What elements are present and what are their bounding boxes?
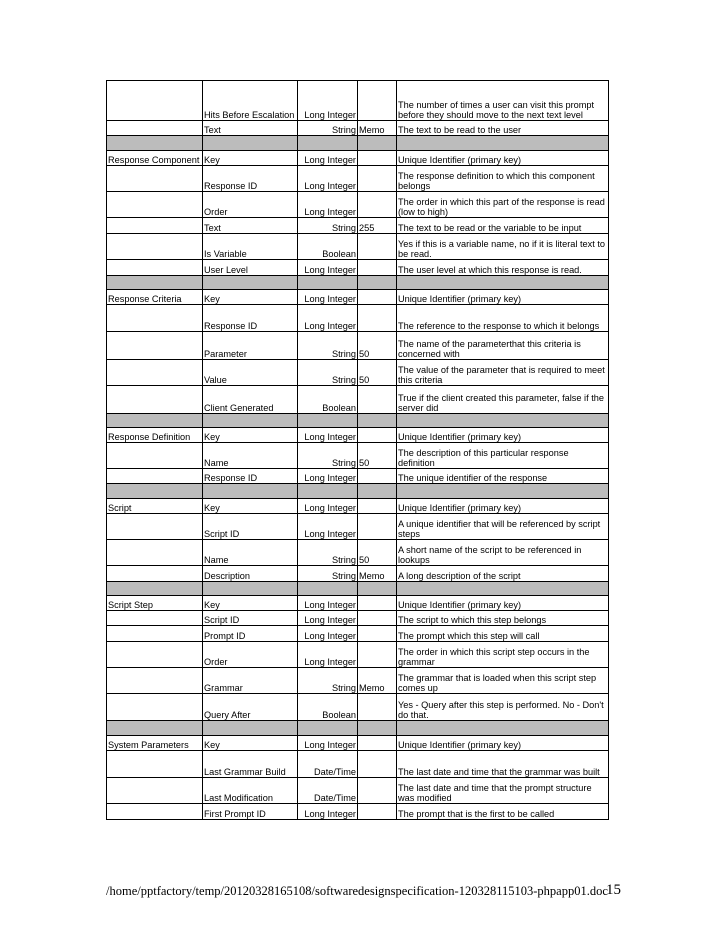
table-name-cell: Script Step [107, 596, 203, 611]
table-name-cell: Response Component [107, 151, 203, 166]
field-type-cell: Boolean [298, 234, 358, 260]
field-name-cell: Key [203, 499, 298, 514]
section-separator-row [107, 414, 609, 428]
table-row [107, 642, 609, 668]
field-size-cell: 50 [358, 443, 397, 469]
field-description-cell: Unique Identifier (primary key) [397, 596, 609, 611]
field-description-cell: Yes - Query after this step is performed. No - Don't do that. [397, 694, 609, 721]
field-size-cell [358, 276, 397, 290]
field-description-cell [397, 721, 609, 736]
table-row [107, 668, 609, 694]
field-description-cell: The text to be read to the user [397, 121, 609, 136]
field-description-cell: The script to which this step belongs [397, 611, 609, 626]
field-type-cell: Long Integer [298, 166, 358, 192]
field-name-cell: Prompt ID [203, 626, 298, 642]
field-size-cell [358, 626, 397, 642]
page-number: 15 [606, 882, 621, 898]
field-type-cell: Long Integer [298, 736, 358, 751]
table-row [107, 360, 609, 386]
field-name-cell [203, 582, 298, 596]
table-row [107, 499, 609, 514]
field-name-cell: Response ID [203, 469, 298, 484]
table-name-cell [107, 566, 203, 582]
field-size-cell: 50 [358, 332, 397, 360]
field-size-cell [358, 192, 397, 218]
field-description-cell: Unique Identifier (primary key) [397, 736, 609, 751]
field-description-cell: The user level at which this response is read. [397, 260, 609, 276]
table-row [107, 218, 609, 234]
table-name-cell [107, 276, 203, 290]
field-name-cell: Order [203, 192, 298, 218]
table-name-cell [107, 81, 203, 121]
field-description-cell: A unique identifier that will be referenced by script steps [397, 514, 609, 540]
table-row [107, 192, 609, 218]
field-type-cell: Long Integer [298, 151, 358, 166]
field-name-cell: Name [203, 540, 298, 566]
field-description-cell: The response definition to which this component belongs [397, 166, 609, 192]
field-name-cell: Key [203, 151, 298, 166]
table-name-cell [107, 611, 203, 626]
field-size-cell [358, 499, 397, 514]
field-description-cell: The order in which this part of the response is read (low to high) [397, 192, 609, 218]
field-name-cell: Query After [203, 694, 298, 721]
field-size-cell: Memo [358, 566, 397, 582]
table-row [107, 596, 609, 611]
section-separator-row [107, 484, 609, 499]
field-name-cell: Response ID [203, 166, 298, 192]
table-row [107, 566, 609, 582]
field-type-cell: String [298, 360, 358, 386]
field-type-cell: Long Integer [298, 290, 358, 305]
section-separator-row [107, 721, 609, 736]
table-name-cell [107, 386, 203, 414]
table-name-cell [107, 540, 203, 566]
table-row [107, 121, 609, 136]
table-row [107, 751, 609, 778]
field-size-cell [358, 778, 397, 804]
table-name-cell [107, 721, 203, 736]
field-size-cell [358, 386, 397, 414]
table-name-cell [107, 443, 203, 469]
table-row [107, 736, 609, 751]
table-name-cell [107, 668, 203, 694]
field-description-cell: A short name of the script to be referenced in lookups [397, 540, 609, 566]
field-type-cell: Boolean [298, 386, 358, 414]
field-type-cell: Long Integer [298, 626, 358, 642]
table-name-cell [107, 469, 203, 484]
table-name-cell: System Parameters [107, 736, 203, 751]
field-size-cell: Memo [358, 668, 397, 694]
field-description-cell: True if the client created this parameter, false if the server did [397, 386, 609, 414]
table-name-cell [107, 260, 203, 276]
field-description-cell: The text to be read or the variable to be input [397, 218, 609, 234]
field-name-cell: Hits Before Escalation [203, 81, 298, 121]
field-type-cell: Long Integer [298, 469, 358, 484]
field-size-cell [358, 582, 397, 596]
field-size-cell [358, 642, 397, 668]
field-size-cell [358, 611, 397, 626]
schema-table-body [107, 81, 609, 820]
field-name-cell: First Prompt ID [203, 804, 298, 820]
table-row [107, 81, 609, 121]
field-description-cell: A long description of the script [397, 566, 609, 582]
table-name-cell [107, 234, 203, 260]
field-description-cell: The last date and time that the grammar was built [397, 751, 609, 778]
field-name-cell [203, 721, 298, 736]
field-type-cell: String [298, 121, 358, 136]
field-description-cell [397, 276, 609, 290]
field-type-cell: Date/Time [298, 778, 358, 804]
field-type-cell: Boolean [298, 694, 358, 721]
field-type-cell [298, 582, 358, 596]
field-type-cell: Long Integer [298, 260, 358, 276]
table-row [107, 151, 609, 166]
table-row [107, 469, 609, 484]
field-size-cell [358, 736, 397, 751]
field-name-cell: Key [203, 736, 298, 751]
table-name-cell [107, 166, 203, 192]
field-name-cell: Script ID [203, 611, 298, 626]
table-row [107, 540, 609, 566]
field-type-cell: Long Integer [298, 305, 358, 332]
table-row [107, 778, 609, 804]
field-name-cell: Text [203, 121, 298, 136]
field-type-cell: String [298, 540, 358, 566]
field-size-cell [358, 428, 397, 443]
field-description-cell: The order in which this script step occurs in the grammar [397, 642, 609, 668]
field-size-cell [358, 721, 397, 736]
table-name-cell [107, 121, 203, 136]
field-description-cell: The grammar that is loaded when this script step comes up [397, 668, 609, 694]
field-description-cell: The unique identifier of the response [397, 469, 609, 484]
field-size-cell [358, 260, 397, 276]
footer-file-path: /home/pptfactory/temp/20120328165108/softwaredesignspecification-120328115103-phpapp01.doc [106, 884, 608, 898]
field-type-cell [298, 721, 358, 736]
field-size-cell [358, 81, 397, 121]
field-type-cell: Long Integer [298, 192, 358, 218]
field-type-cell: Long Integer [298, 499, 358, 514]
section-separator-row [107, 136, 609, 151]
field-description-cell: The prompt that is the first to be called [397, 804, 609, 820]
table-name-cell [107, 484, 203, 499]
field-size-cell [358, 694, 397, 721]
field-size-cell: 50 [358, 540, 397, 566]
field-description-cell: Yes if this is a variable name, no if it is literal text to be read. [397, 234, 609, 260]
field-type-cell [298, 414, 358, 428]
table-name-cell [107, 751, 203, 778]
table-name-cell [107, 305, 203, 332]
field-description-cell: Unique Identifier (primary key) [397, 151, 609, 166]
field-name-cell: Order [203, 642, 298, 668]
field-name-cell: Description [203, 566, 298, 582]
field-name-cell: Name [203, 443, 298, 469]
table-row [107, 290, 609, 305]
field-description-cell: The name of the parameterthat this criteria is concerned with [397, 332, 609, 360]
field-size-cell [358, 469, 397, 484]
table-row [107, 166, 609, 192]
field-name-cell: Grammar [203, 668, 298, 694]
field-type-cell: Long Integer [298, 514, 358, 540]
table-name-cell [107, 694, 203, 721]
table-row [107, 694, 609, 721]
field-type-cell: Long Integer [298, 804, 358, 820]
table-name-cell [107, 642, 203, 668]
table-name-cell [107, 136, 203, 151]
field-description-cell [397, 582, 609, 596]
table-row [107, 428, 609, 443]
field-size-cell [358, 804, 397, 820]
field-size-cell: 255 [358, 218, 397, 234]
table-row [107, 234, 609, 260]
field-type-cell: Long Integer [298, 81, 358, 121]
field-name-cell: Key [203, 596, 298, 611]
table-row [107, 804, 609, 820]
field-name-cell: Script ID [203, 514, 298, 540]
field-size-cell [358, 290, 397, 305]
table-row [107, 305, 609, 332]
table-name-cell [107, 332, 203, 360]
table-name-cell: Response Definition [107, 428, 203, 443]
field-description-cell: Unique Identifier (primary key) [397, 499, 609, 514]
field-type-cell [298, 484, 358, 499]
table-row [107, 386, 609, 414]
field-name-cell [203, 484, 298, 499]
table-row [107, 443, 609, 469]
field-name-cell: Parameter [203, 332, 298, 360]
field-type-cell: Long Integer [298, 642, 358, 668]
field-name-cell: Response ID [203, 305, 298, 332]
field-type-cell [298, 276, 358, 290]
field-description-cell: The description of this particular response definition [397, 443, 609, 469]
field-name-cell: Is Variable [203, 234, 298, 260]
field-name-cell: User Level [203, 260, 298, 276]
table-name-cell [107, 778, 203, 804]
field-size-cell [358, 234, 397, 260]
schema-table [106, 80, 609, 820]
field-size-cell: 50 [358, 360, 397, 386]
table-row [107, 260, 609, 276]
table-name-cell: Response Criteria [107, 290, 203, 305]
field-size-cell [358, 596, 397, 611]
table-name-cell [107, 626, 203, 642]
field-size-cell: Memo [358, 121, 397, 136]
table-name-cell [107, 360, 203, 386]
field-type-cell: String [298, 332, 358, 360]
field-name-cell: Last Modification [203, 778, 298, 804]
table-name-cell [107, 218, 203, 234]
field-type-cell [298, 136, 358, 151]
field-size-cell [358, 136, 397, 151]
table-name-cell [107, 414, 203, 428]
table-name-cell [107, 582, 203, 596]
field-size-cell [358, 751, 397, 778]
field-description-cell [397, 414, 609, 428]
field-size-cell [358, 166, 397, 192]
field-description-cell: The number of times a user can visit this prompt before they should move to the next text level [397, 81, 609, 121]
field-size-cell [358, 484, 397, 499]
field-description-cell: The reference to the response to which it belongs [397, 305, 609, 332]
field-name-cell [203, 136, 298, 151]
table-row [107, 332, 609, 360]
field-description-cell: Unique Identifier (primary key) [397, 428, 609, 443]
field-description-cell: Unique Identifier (primary key) [397, 290, 609, 305]
field-type-cell: Long Integer [298, 428, 358, 443]
field-name-cell: Text [203, 218, 298, 234]
field-size-cell [358, 414, 397, 428]
table-row [107, 611, 609, 626]
field-size-cell [358, 514, 397, 540]
table-row [107, 514, 609, 540]
field-description-cell: The prompt which this step will call [397, 626, 609, 642]
table-name-cell: Script [107, 499, 203, 514]
field-name-cell: Last Grammar Build [203, 751, 298, 778]
field-description-cell: The value of the parameter that is required to meet this criteria [397, 360, 609, 386]
table-row [107, 626, 609, 642]
field-name-cell: Client Generated [203, 386, 298, 414]
field-type-cell: Date/Time [298, 751, 358, 778]
table-name-cell [107, 192, 203, 218]
table-name-cell [107, 804, 203, 820]
field-size-cell [358, 305, 397, 332]
field-description-cell [397, 136, 609, 151]
field-type-cell: Long Integer [298, 611, 358, 626]
field-type-cell: String [298, 566, 358, 582]
section-separator-row [107, 276, 609, 290]
field-type-cell: String [298, 218, 358, 234]
field-name-cell [203, 414, 298, 428]
field-size-cell [358, 151, 397, 166]
field-name-cell: Value [203, 360, 298, 386]
field-name-cell [203, 276, 298, 290]
field-type-cell: String [298, 668, 358, 694]
field-name-cell: Key [203, 290, 298, 305]
field-name-cell: Key [203, 428, 298, 443]
field-type-cell: String [298, 443, 358, 469]
table-name-cell [107, 514, 203, 540]
field-type-cell: Long Integer [298, 596, 358, 611]
section-separator-row [107, 582, 609, 596]
field-description-cell: The last date and time that the prompt structure was modified [397, 778, 609, 804]
field-description-cell [397, 484, 609, 499]
